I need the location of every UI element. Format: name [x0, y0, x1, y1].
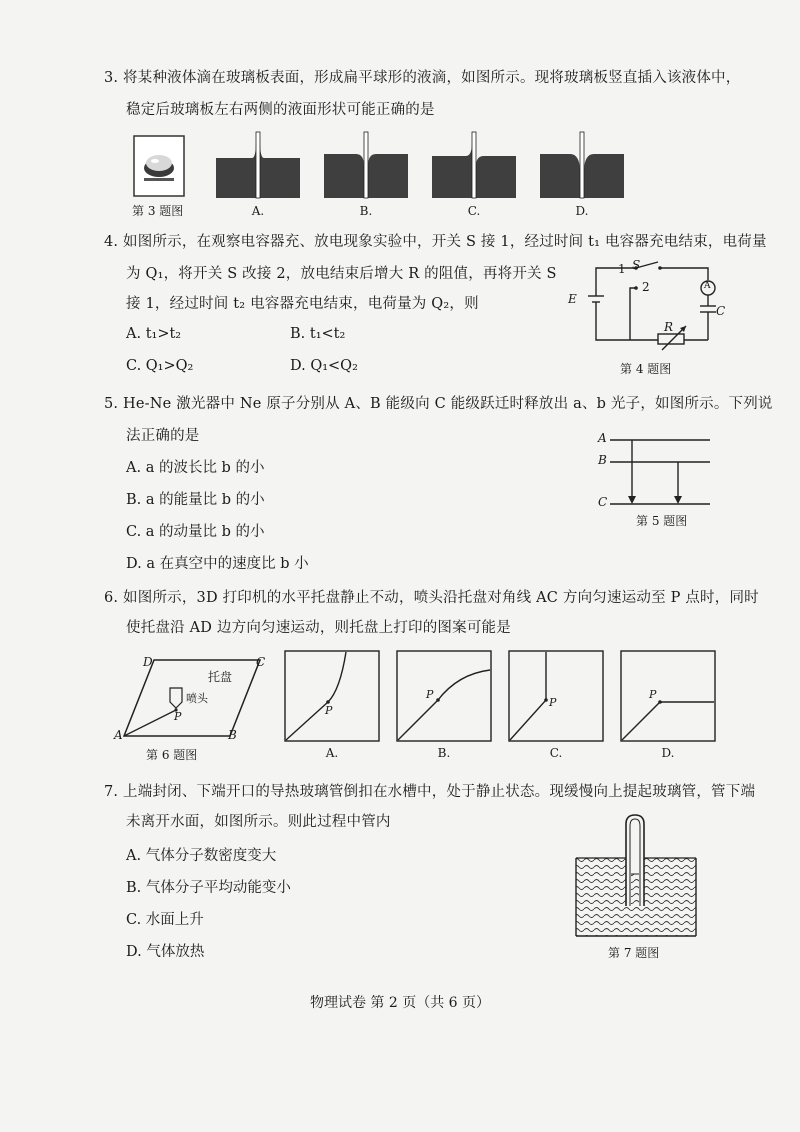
q6-option-a-graph: [284, 650, 380, 742]
q6-option-d-graph: [620, 650, 716, 742]
q7-caption: 第 7 题图: [608, 946, 660, 960]
q4-option-d[interactable]: D. Q₁<Q₂: [290, 358, 358, 374]
q7-option-d[interactable]: D. 气体放热: [126, 944, 205, 960]
q3-option-d-label: D.: [575, 204, 589, 218]
q6-corner-b: B: [228, 728, 237, 742]
q4-label-capacitor-c: C: [716, 304, 726, 318]
q5-stem-line1: 5. He-Ne 激光器中 Ne 原子分别从 A、B 能级向 C 能级跃迁时释放出 a、b 光子，如图所示。下列说: [104, 396, 773, 412]
q4-label-contact-1: 1: [618, 262, 626, 276]
q5-option-a[interactable]: A. a 的波长比 b 的小: [126, 460, 265, 476]
q4-option-c[interactable]: C. Q₁>Q₂: [126, 358, 194, 374]
q3-option-a-figure: [216, 132, 300, 198]
q4-label-switch-s: S: [632, 258, 641, 272]
q5-level-c: C: [598, 495, 608, 509]
q5-level-a: A: [598, 431, 607, 445]
q4-label-ammeter-a: A: [704, 281, 711, 291]
q6-nozzle-label: 喷头: [186, 692, 208, 705]
q6-corner-a: A: [114, 728, 123, 742]
q7-option-c[interactable]: C. 水面上升: [126, 912, 204, 928]
q3-droplet-photo: [134, 136, 184, 196]
q5-stem-line2: 法正确的是: [126, 428, 200, 444]
q6-option-c-point-p: P: [549, 696, 557, 709]
q4-label-resistor-r: R: [664, 320, 674, 334]
q3-option-b-figure: [324, 132, 408, 198]
q7-option-b[interactable]: B. 气体分子平均动能变小: [126, 880, 291, 896]
q6-tray-label: 托盘: [208, 670, 233, 684]
q6-corner-c: C: [256, 655, 266, 669]
q5-level-b: B: [598, 453, 607, 467]
page-footer: 物理试卷 第 2 页（共 6 页）: [309, 995, 491, 1011]
q5-energy-level-diagram: [610, 438, 710, 506]
q6-option-c-graph: [508, 650, 604, 742]
q4-circuit-diagram: [566, 260, 736, 352]
q6-option-d-point-p: P: [649, 688, 657, 701]
q5-option-c[interactable]: C. a 的动量比 b 的小: [126, 524, 265, 540]
q3-stem-line2: 稳定后玻璃板左右两侧的液面形状可能正确的是: [126, 102, 435, 118]
q7-option-a[interactable]: A. 气体分子数密度变大: [126, 848, 277, 864]
q6-stem-line2: 使托盘沿 AD 边方向匀速运动，则托盘上打印的图案可能是: [126, 620, 511, 636]
q4-option-a[interactable]: A. t₁>t₂: [126, 326, 182, 342]
q4-label-emf-e: E: [568, 292, 577, 306]
q5-caption: 第 5 题图: [636, 514, 688, 528]
q7-stem-line1: 7. 上端封闭、下端开口的导热玻璃管倒扣在水槽中，处于静止状态。现缓慢向上提起玻璃管，管下端: [104, 784, 756, 800]
q3-option-c-label: C.: [467, 204, 481, 218]
q6-caption: 第 6 题图: [146, 748, 198, 762]
q6-stem-line1: 6. 如图所示，3D 打印机的水平托盘静止不动，喷头沿托盘对角线 AC 方向匀速运动至 P 点时，同时: [104, 590, 759, 606]
q3-option-d-figure: [540, 132, 624, 198]
q6-option-a-label: A.: [325, 746, 339, 760]
q4-stem-line2: 为 Q₁，将开关 S 改接 2，放电结束后增大 R 的阻值，再将开关 S: [126, 266, 557, 282]
q6-point-p: P: [174, 710, 182, 723]
q5-option-b[interactable]: B. a 的能量比 b 的小: [126, 492, 265, 508]
q3-option-a-label: A.: [251, 204, 265, 218]
q3-caption: 第 3 题图: [132, 204, 184, 218]
q6-option-c-label: C.: [549, 746, 563, 760]
q4-option-b[interactable]: B. t₁<t₂: [290, 326, 346, 342]
q4-caption: 第 4 题图: [620, 362, 672, 376]
q6-option-b-graph: [396, 650, 492, 742]
q4-stem-line3: 接 1，经过时间 t₂ 电容器充电结束，电荷量为 Q₂，则: [126, 296, 479, 312]
q4-stem-line1: 4. 如图所示，在观察电容器充、放电现象实验中，开关 S 接 1，经过时间 t₁ 电容器充电结束，电荷量: [104, 234, 767, 250]
q6-option-d-label: D.: [661, 746, 675, 760]
q7-water-tank-diagram: [574, 814, 698, 938]
q3-option-c-figure: [432, 132, 516, 198]
q4-label-contact-2: 2: [642, 280, 650, 294]
q3-stem-line1: 3. 将某种液体滴在玻璃板表面，形成扁平球形的液滴，如图所示。现将玻璃板竖直插入该液体中，: [104, 70, 741, 86]
q6-option-a-point-p: P: [325, 704, 333, 717]
q3-option-b-label: B.: [359, 204, 373, 218]
q7-stem-line2: 未离开水面，如图所示。则此过程中管内: [126, 814, 391, 830]
q6-option-b-point-p: P: [426, 688, 434, 701]
q6-corner-d: D: [143, 655, 153, 669]
q5-option-d[interactable]: D. a 在真空中的速度比 b 小: [126, 556, 309, 572]
q6-option-b-label: B.: [437, 746, 451, 760]
